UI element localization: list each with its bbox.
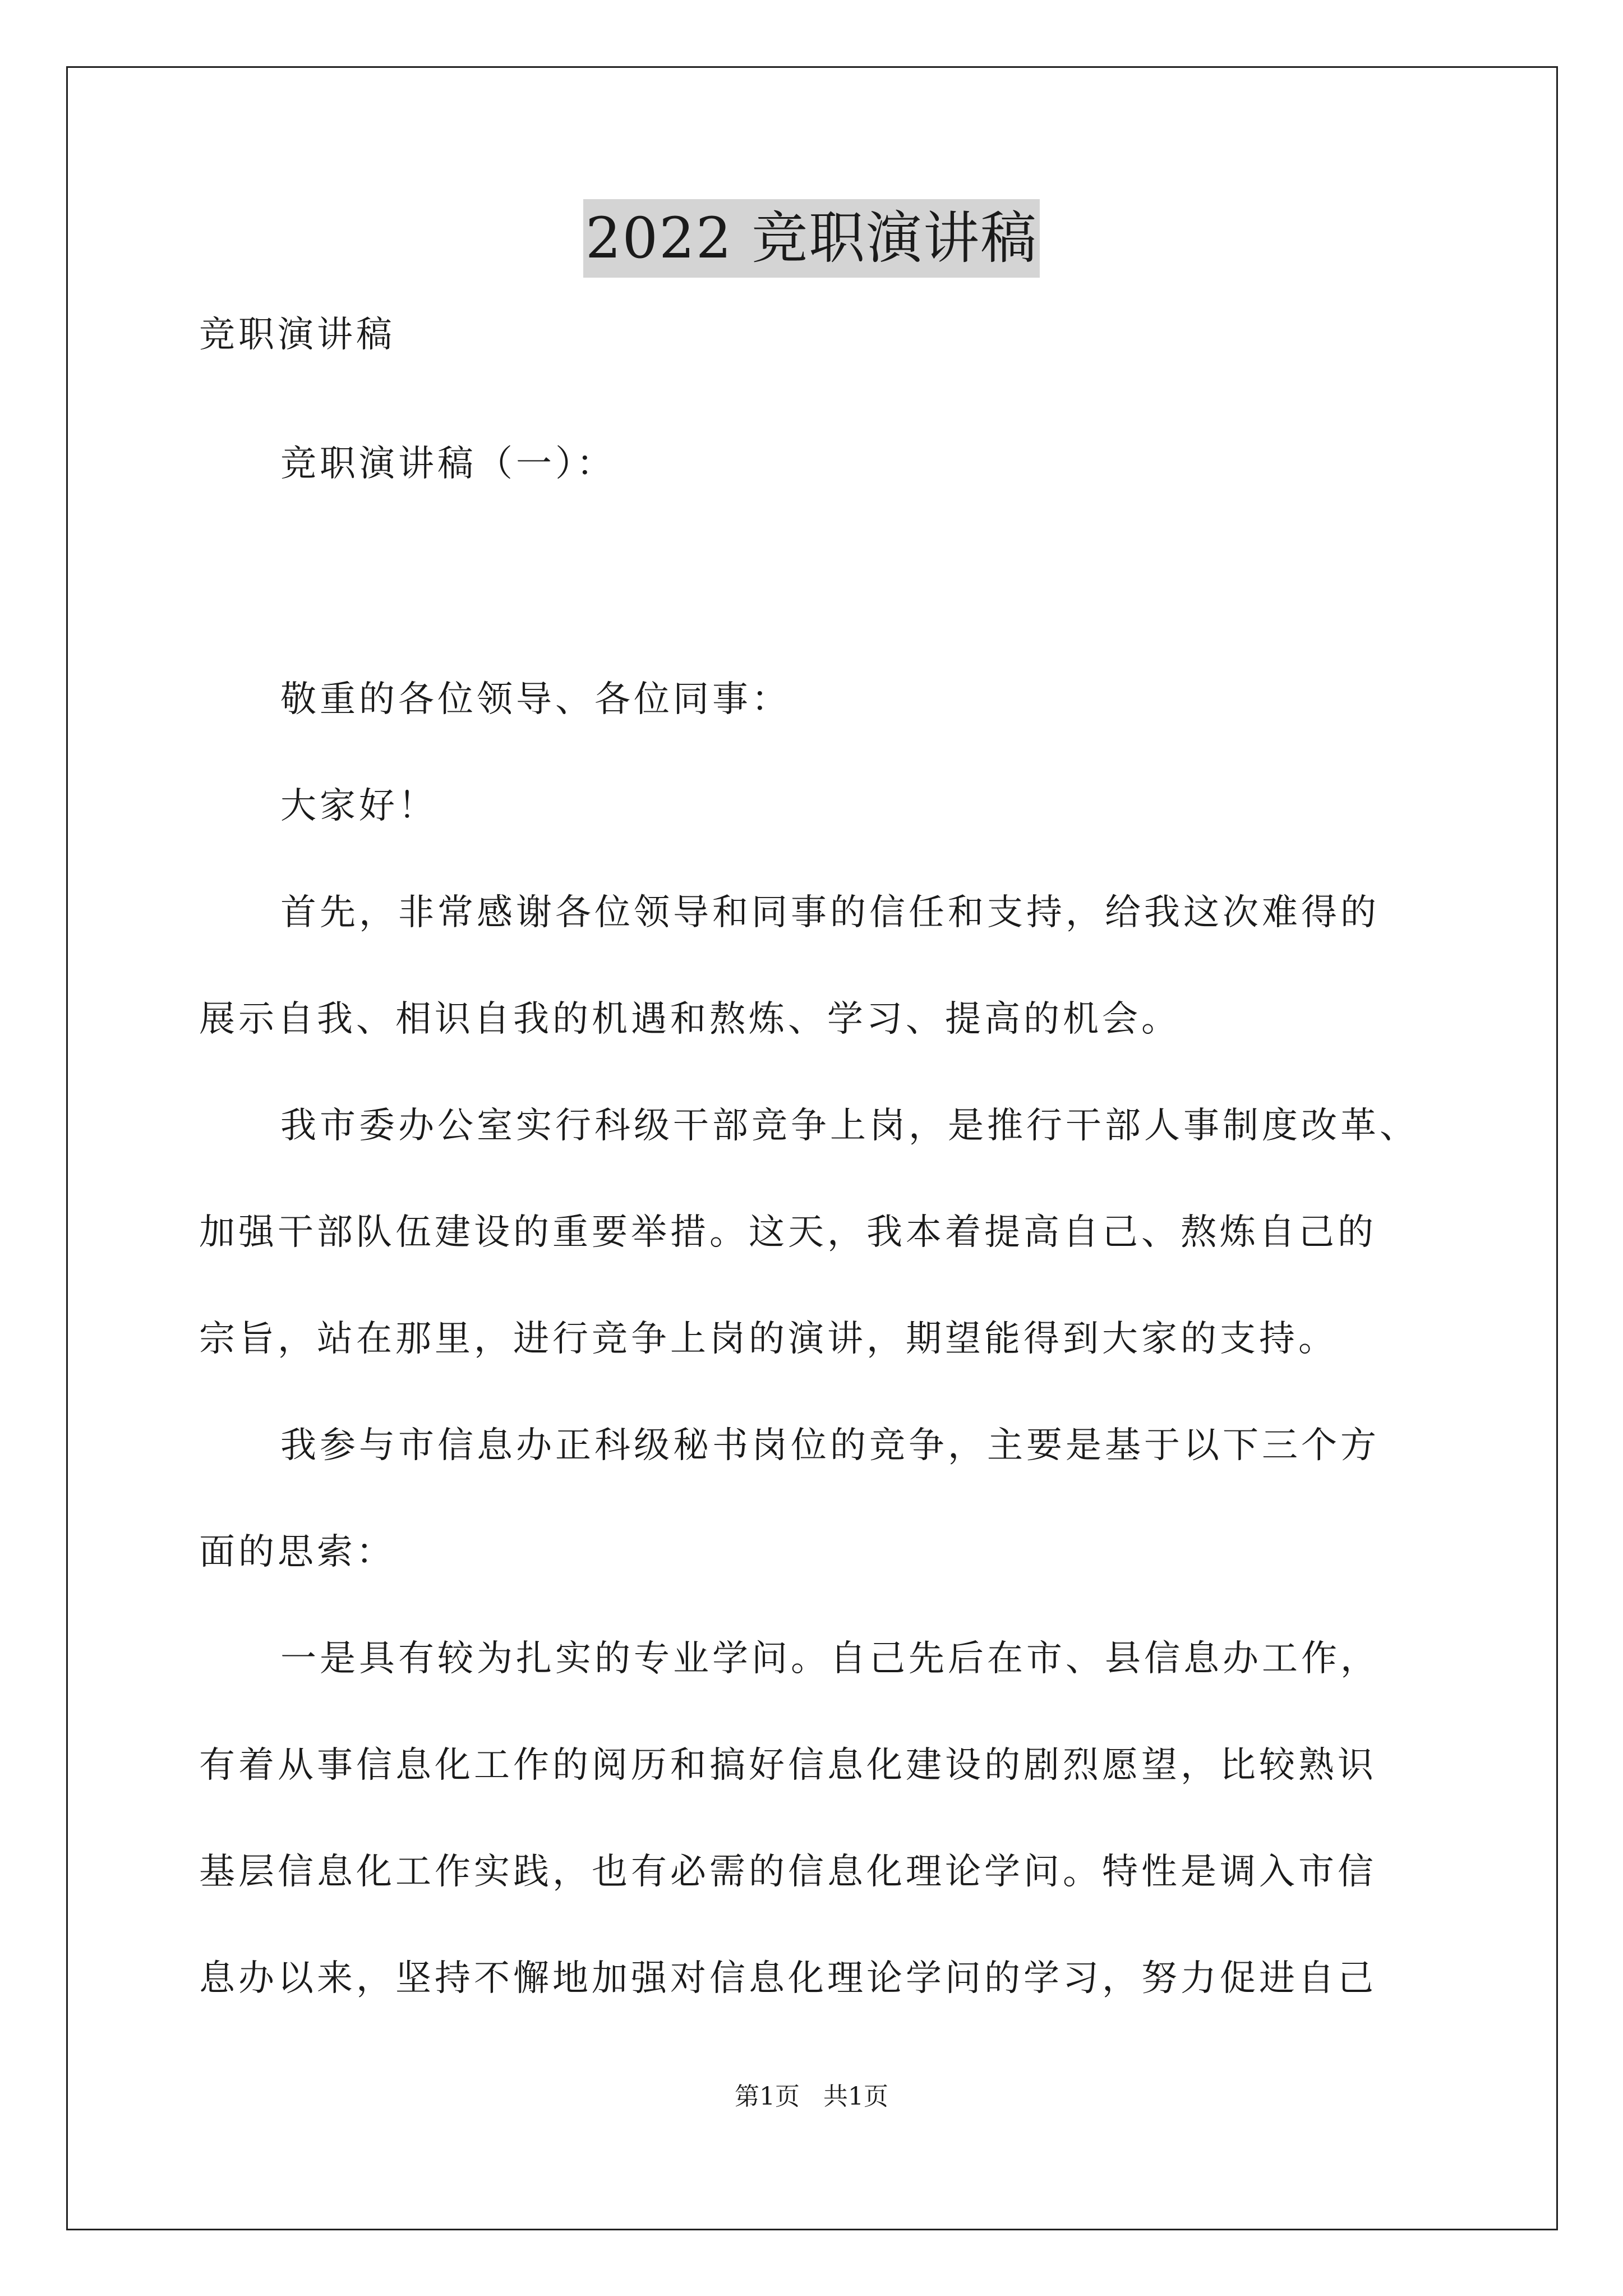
paragraph-line: 息办以来，坚持不懈地加强对信息化理论学问的学习，努力促进自己 (199, 1958, 1377, 1999)
paragraph-line: 首先，非常感谢各位领导和同事的信任和支持，给我这次难得的 (280, 892, 1380, 933)
paragraph-line: 我市委办公室实行科级干部竞争上岗，是推行干部人事制度改革、 (280, 1105, 1419, 1147)
paragraph-line: 我参与市信息办正科级秘书岗位的竞争，主要是基于以下三个方 (280, 1425, 1380, 1466)
paragraph-greeting: 大家好！ (280, 785, 437, 827)
paragraph-subheading: 竞职演讲稿（一）： (280, 443, 616, 485)
paragraph-line: 展示自我、相识自我的机遇和熬炼、学习、提高的机会。 (199, 999, 1181, 1040)
title-container (0, 199, 1623, 278)
document-title: 2022 竞职演讲稿 (583, 199, 1040, 278)
paragraph-line: 加强干部队伍建设的重要举措。这天，我本着提高自己、熬炼自己的 (199, 1212, 1377, 1253)
paragraph-salutation: 敬重的各位领导、各位同事： (280, 679, 791, 720)
paragraph-line: 基层信息化工作实践，也有必需的信息化理论学问。特性是调入市信 (199, 1851, 1377, 1893)
paragraph-line: 宗旨，站在那里，进行竞争上岗的演讲，期望能得到大家的支持。 (199, 1318, 1338, 1360)
paragraph-line: 一是具有较为扎实的专业学问。自己先后在市、县信息办工作， (280, 1638, 1380, 1680)
page-border (66, 66, 1558, 2230)
paragraph-line: 有着从事信息化工作的阅历和搞好信息化建设的剧烈愿望，比较熟识 (199, 1745, 1377, 1786)
paragraph-heading: 竞职演讲稿 (199, 314, 395, 356)
page-footer: 第1页 共1页 (735, 2082, 888, 2111)
paragraph-line: 面的思索： (199, 1531, 395, 1573)
